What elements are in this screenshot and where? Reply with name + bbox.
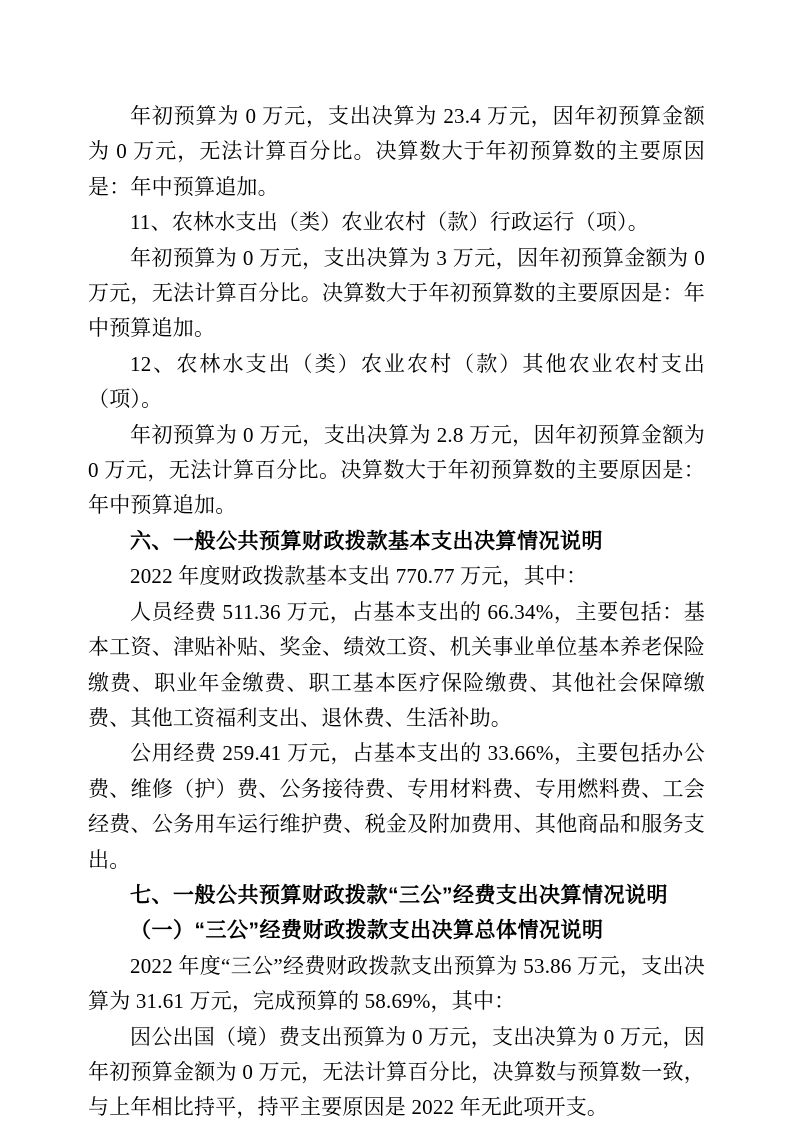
paragraph-overseas-travel-expense: 因公出国（境）费支出预算为 0 万元，支出决算为 0 万元，因年初预算金额为 0 万元，无法计算百分比，决算数与预算数一致，与上年相比持平，持平主要原因是 2022 年无此项开支。	[88, 1024, 705, 1120]
subsection-heading-one: （一）“三公”经费财政拨款支出决算总体情况说明	[130, 919, 604, 943]
paragraph-three-public-total: 2022 年度“三公”经费财政拨款支出预算为 53.86 万元，支出决算为 31.61 万元，完成预算的 58.69%，其中：	[88, 953, 705, 1014]
paragraph-budget-note-item10-cont: 年初预算为 0 万元，支出决算为 23.4 万元，因年初预算金额为 0 万元，无法计算百分比。决算数大于年初预算数的主要原因是：年中预算追加。	[88, 104, 705, 199]
paragraph-public-expense: 公用经费 259.41 万元，占基本支出的 33.66%，主要包括办公费、维修（护）费、公务接待费、专用材料费、专用燃料费、工会经费、公务用车运行维护费、税金及附加费用、其他商品和服务支出。	[88, 741, 705, 872]
paragraph-item-11-title: 11、农林水支出（类）农业农村（款）行政运行（项）。	[130, 210, 649, 235]
paragraph-basic-expenditure-total: 2022 年度财政拨款基本支出 770.77 万元，其中：	[130, 564, 588, 589]
document-body-text	[88, 99, 705, 1122]
paragraph-personnel-expense: 人员经费 511.36 万元，占基本支出的 66.34%，主要包括：基本工资、津贴补贴、奖金、绩效工资、机关事业单位基本养老保险缴费、职业年金缴费、职工基本医疗保险缴费、其他社会保障缴费、其他工资福利支出、退休费、生活补助。	[88, 599, 705, 730]
section-heading-seven: 七、一般公共预算财政拨款“三公”经费支出决算情况说明	[130, 883, 668, 907]
paragraph-item-12-detail: 年初预算为 0 万元，支出决算为 2.8 万元，因年初预算金额为 0 万元，无法计算百分比。决算数大于年初预算数的主要原因是：年中预算追加。	[88, 422, 705, 518]
section-heading-six: 六、一般公共预算财政拨款基本支出决算情况说明	[130, 529, 603, 553]
paragraph-item-11-detail: 年初预算为 0 万元，支出决算为 3 万元，因年初预算金额为 0 万元，无法计算百分比。决算数大于年初预算数的主要原因是：年中预算追加。	[88, 245, 705, 341]
paragraph-item-12-title: 12、农林水支出（类）农业农村（款）其他农业农村支出（项）。	[88, 351, 705, 412]
